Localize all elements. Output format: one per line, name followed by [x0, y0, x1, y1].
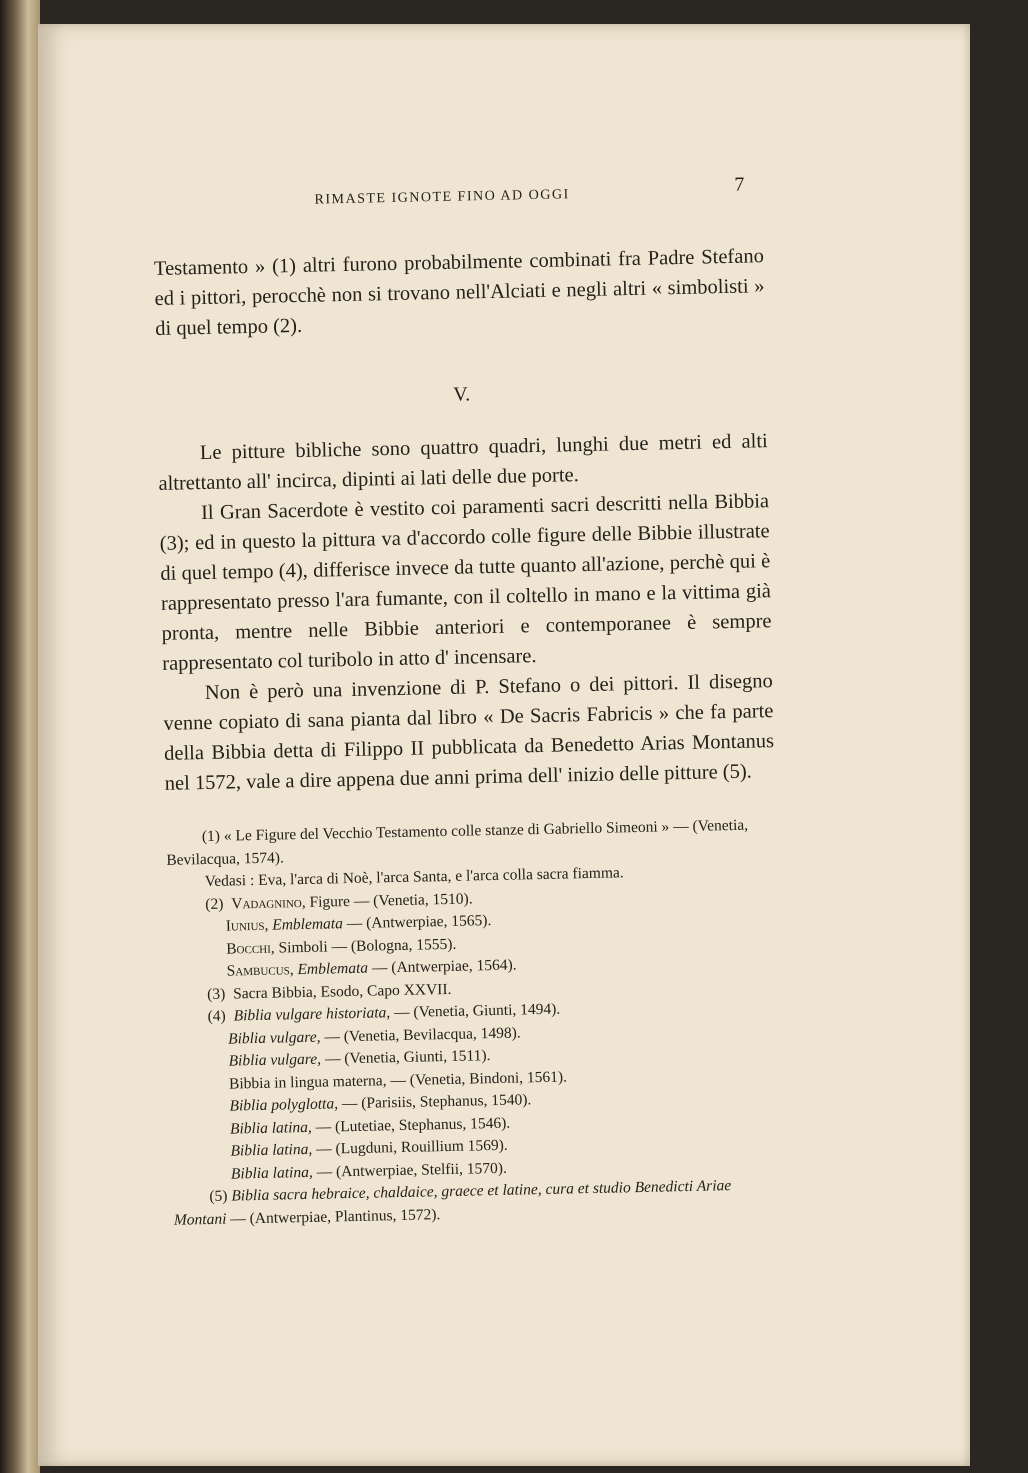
footnote-text: « Le Figure del Vecchio Testamento colle stanze di Gabriello Simeoni » — (Venetia, Bevilacqua, 1574).: [166, 816, 749, 869]
fn-pub: — (Antwerpiae, 1564).: [371, 956, 517, 977]
fn-title: Simboli: [278, 937, 328, 957]
section-number: V.: [453, 383, 471, 406]
fn-title: Biblia sacra hebraice, chaldaice, graece et latine, cura et studio Benedicti Ariae Montani: [173, 1177, 732, 1229]
paragraph-3: Il Gran Sacerdote è vestito coi paramenti sacri descritti nella Bibbia (3); ed in questo la pittura va d'accordo colle figure delle Bibbie illustrate di quel tempo (4), differisce invece da tutte quanto all'azione, perchè qui è rappresentato presso l'ara fumante, con il coltello in mano e la vittima già pronta, mentre nelle Bibbie anteriori e contemporanee è sempre rappresentato col turibolo in atto d' incensare.: [159, 490, 772, 675]
fn-title: Biblia polyglotta,: [229, 1095, 339, 1115]
paragraph-4: Non è però una invenzione di P. Stefano o dei pittori. Il disegno venne copiato di sana pianta dal libro « De Sacris Fabricis » che fa parte della Bibbia detta di Filippo II pubblicata da Benedetto Arias Montanus nel 1572, vale a dire appena due anni prima dell' inizio delle pitture (5).: [163, 670, 775, 795]
fn-title: Biblia latina,: [230, 1163, 313, 1183]
fn-author: Bocchi,: [226, 939, 275, 958]
running-title: RIMASTE IGNOTE FINO AD OGGI: [314, 187, 570, 208]
fn-pub: — (Parisiis, Stephanus, 1540).: [341, 1091, 532, 1113]
fn-title: Biblia latina,: [229, 1118, 312, 1138]
footnote-mark: (5): [209, 1187, 228, 1206]
fn-pub: — (Venetia, Bindoni, 1561).: [390, 1068, 568, 1089]
fn-title: Biblia vulgare,: [227, 1028, 321, 1048]
fn-pub: — (Bologna, 1555).: [331, 935, 457, 955]
fn-pub: — (Antwerpiae, Stelfii, 1570).: [316, 1159, 508, 1181]
fn-title: Figure: [309, 892, 351, 911]
paragraph-2: Le pitture bibliche sono quattro quadri, lunghi due metri ed alti altrettanto all' incirca, dipinti ai lati delle due porte.: [158, 430, 768, 495]
page-number: 7: [734, 173, 745, 196]
page-content: [152, 161, 784, 1232]
fn-title: Biblia vulgare,: [228, 1050, 322, 1070]
footnote-mark: (4): [207, 1007, 226, 1026]
fn-pub: — (Venetia, Bevilacqua, 1498).: [324, 1023, 521, 1046]
fn-pub: — (Antwerpiae, Plantinus, 1572).: [230, 1205, 441, 1228]
footnote-1-vedasi: Vedasi : Eva, l'arca di Noè, l'arca Santa, e l'arca colla sacra fiamma.: [204, 864, 624, 891]
fn-pub: — (Venetia, 1510).: [353, 889, 473, 910]
footnote-mark: (2): [205, 895, 224, 913]
book-spine: [0, 0, 40, 1473]
footnote-text: Sacra Bibbia, Esodo, Capo XXVII.: [233, 980, 452, 1002]
fn-title: Emblemata: [297, 959, 369, 979]
fn-pub: — (Lugduni, Rouillium 1569).: [315, 1136, 508, 1158]
fn-pub: — (Lutetiae, Stephanus, 1546).: [315, 1114, 511, 1136]
paragraph-1: Testamento » (1) altri furono probabilmente combinati fra Padre Stefano ed i pittori, perocchè non si trovano nell'Alciati e negli altri « simbolisti » di quel tempo (2).: [153, 245, 765, 340]
fn-title: Biblia latina,: [230, 1140, 313, 1160]
fn-author: Sambucus,: [226, 961, 294, 980]
fn-title: Bibbia in lingua materna,: [228, 1071, 387, 1093]
running-head: [152, 161, 763, 214]
fn-author: Vadagnino,: [231, 893, 306, 912]
fn-title: Emblemata: [272, 915, 344, 934]
footnote-mark: (1): [201, 827, 221, 846]
fn-pub: — (Venetia, Giunti, 1511).: [324, 1047, 491, 1068]
fn-pub: — (Antwerpiae, 1565).: [346, 912, 492, 933]
footnote-mark: (3): [207, 985, 226, 1003]
fn-title: Biblia vulgare historiata,: [233, 1004, 391, 1025]
body-text: [154, 241, 775, 799]
footnotes: [166, 814, 784, 1232]
fn-pub: — (Venetia, Giunti, 1494).: [393, 1000, 561, 1022]
book-page: [38, 24, 970, 1466]
fn-author: Iunius,: [225, 916, 269, 935]
